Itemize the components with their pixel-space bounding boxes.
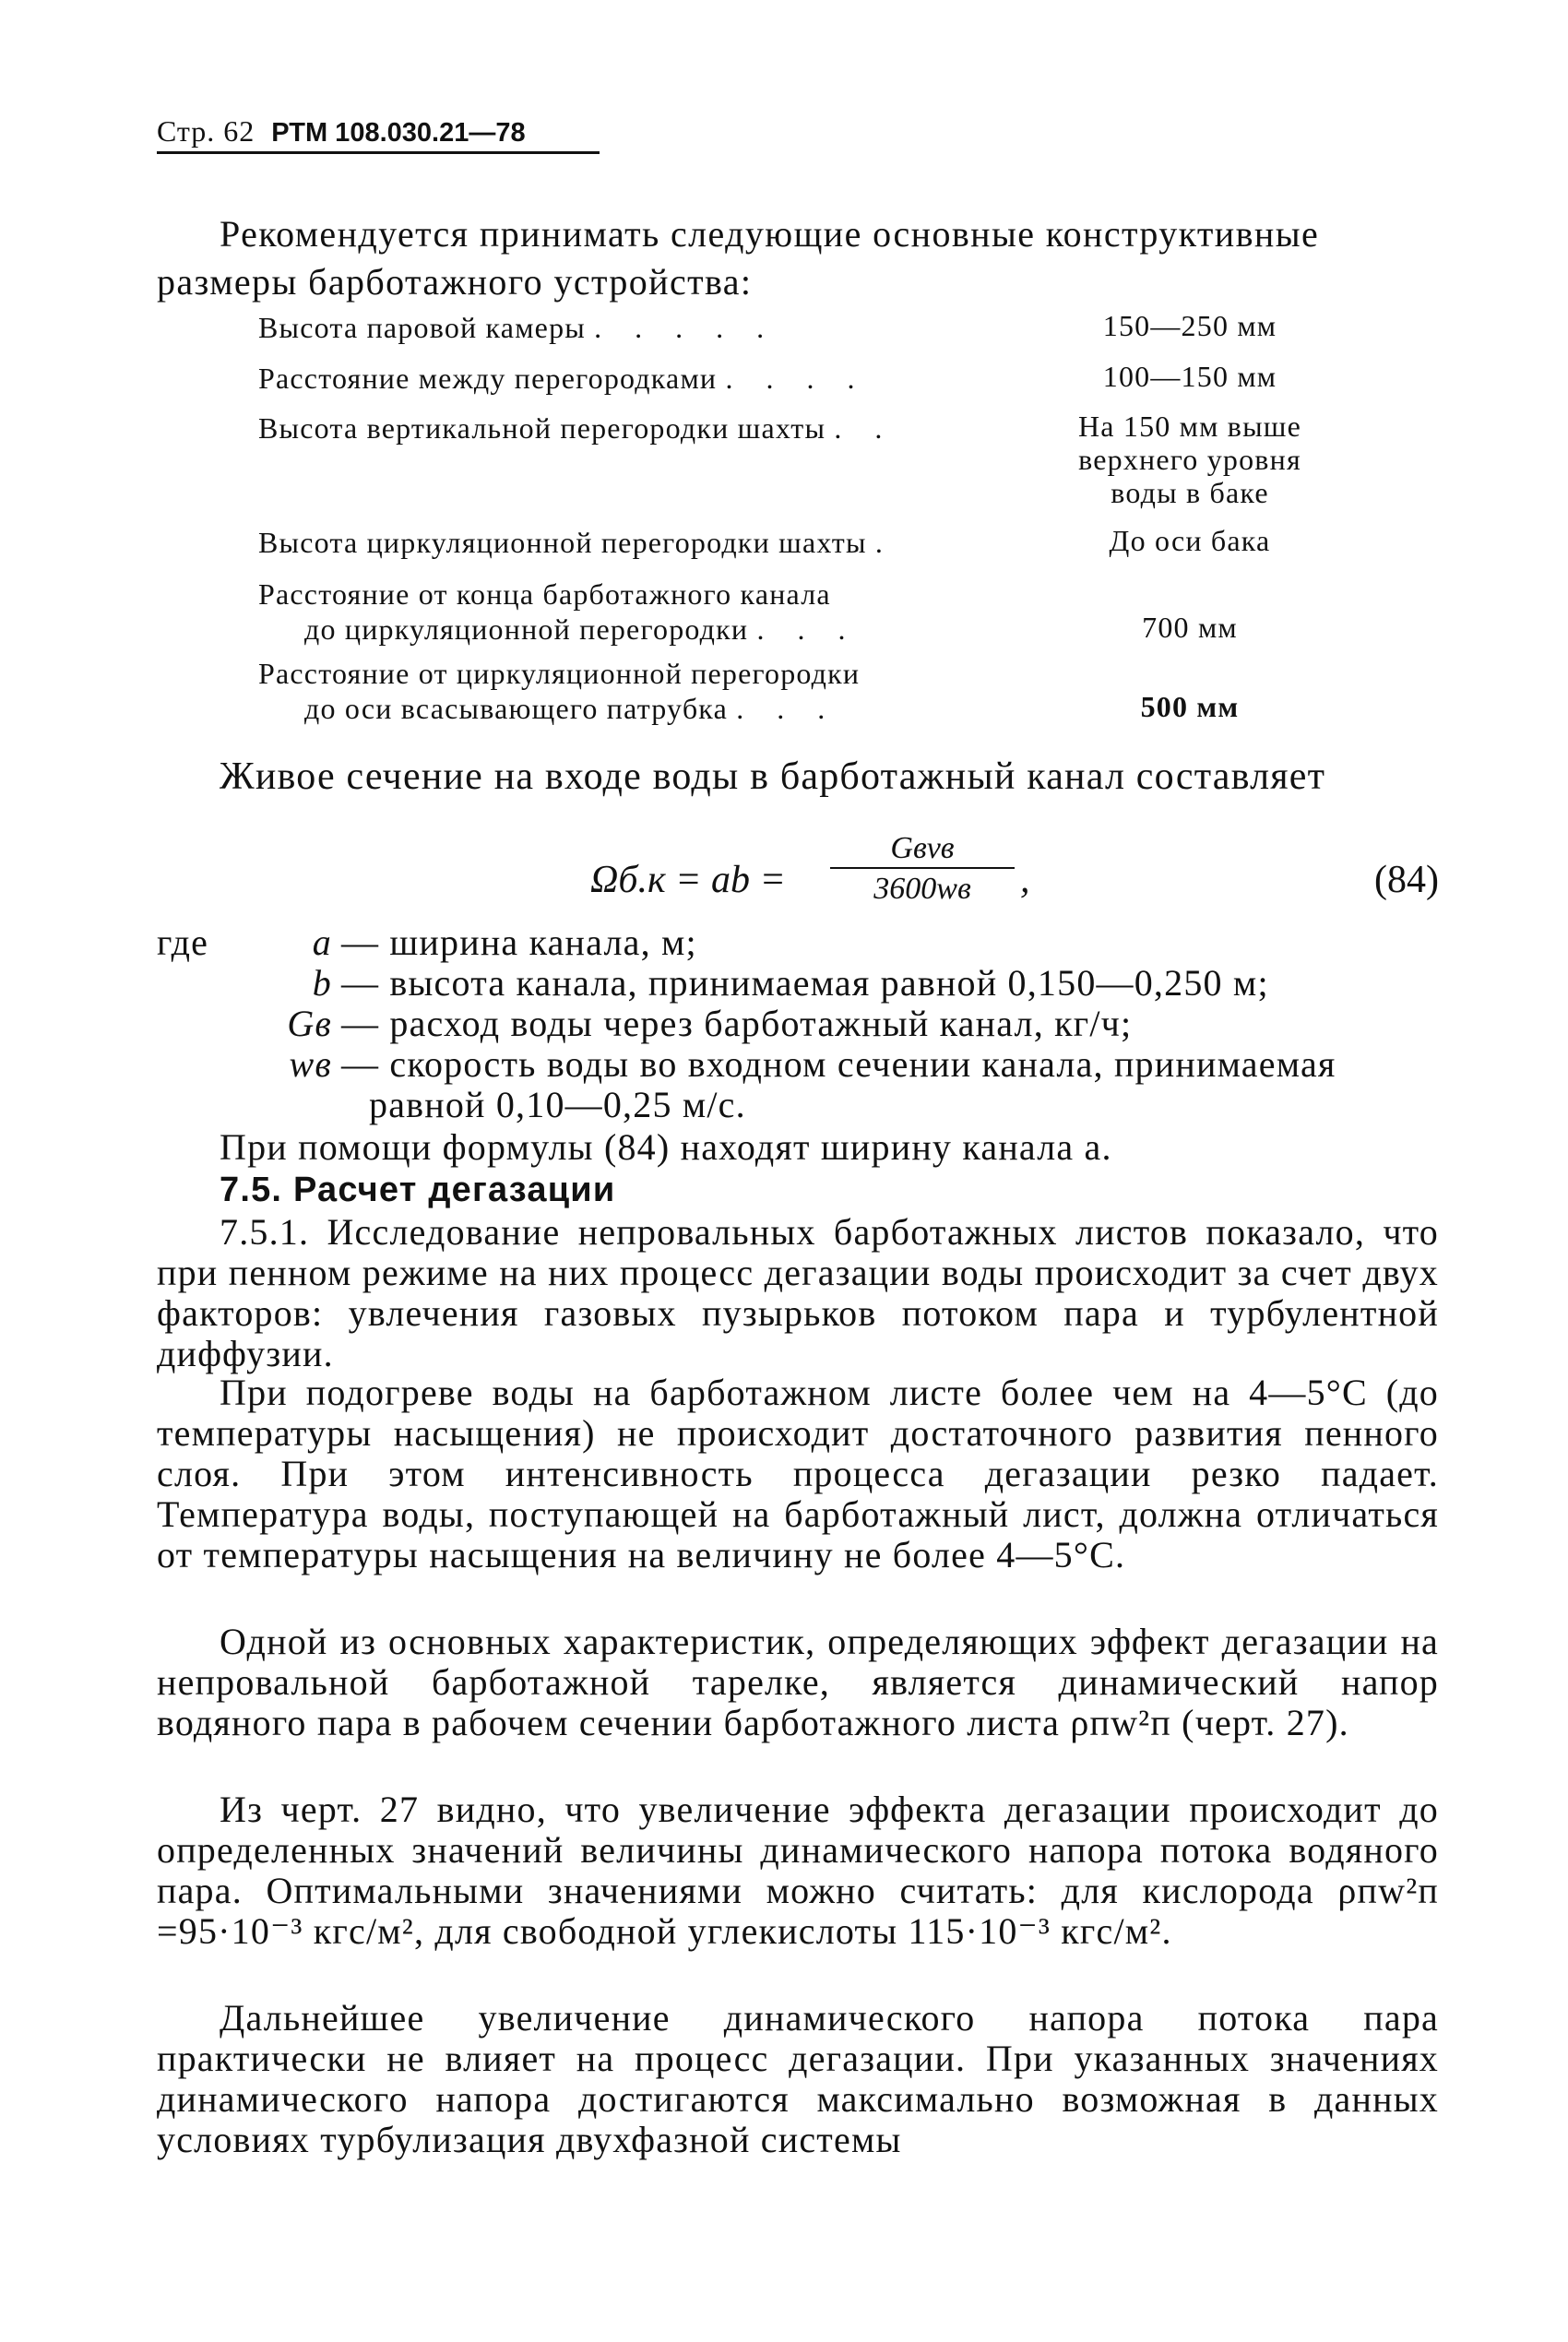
- formula-comma: ,: [1020, 859, 1030, 901]
- definitions-list: [157, 922, 1439, 1125]
- dimension-label: Высота вертикальной перегородки шахты: [258, 411, 826, 445]
- intro-paragraph: [157, 210, 1439, 306]
- leader-dots: . . . . .: [594, 311, 778, 344]
- leader-dots: . .: [834, 411, 896, 445]
- dimension-label: Высота циркуляционной перегородки шахты: [258, 526, 867, 559]
- intro-line-1: Рекомендуется принимать следующие основные конструктивные: [220, 213, 1320, 255]
- intro-line-2: размеры барботажного устройства:: [157, 261, 753, 303]
- dimension-label: до оси всасывающего патрубка: [304, 692, 728, 725]
- dimension-value: 150—250 мм: [1102, 309, 1277, 342]
- definition-symbol: wв: [289, 1043, 332, 1085]
- leader-dots: . . .: [756, 612, 859, 646]
- dimension-value: верхнего уровня: [1078, 443, 1301, 476]
- definition-text: — ширина канала, м;: [341, 921, 697, 963]
- definition-text: — высота канала, принимаемая равной 0,150—0,250 м;: [341, 962, 1269, 1004]
- dimension-label: Высота паровой камеры: [258, 311, 586, 344]
- formula-fraction: [830, 830, 1015, 909]
- leader-dots: . . . .: [725, 362, 868, 395]
- formula-number: (84): [1374, 859, 1439, 901]
- dimension-value: До оси бака: [1109, 524, 1271, 557]
- dimension-value: На 150 мм выше: [1077, 410, 1302, 443]
- definition-row: [157, 922, 1439, 963]
- dimension-value: 700 мм: [1142, 611, 1238, 644]
- definition-row: [157, 963, 1439, 1004]
- definition-symbol: Gв: [287, 1003, 332, 1044]
- definition-symbol: b: [312, 962, 332, 1004]
- definition-row: [157, 1044, 1439, 1085]
- formula-numerator: Gвvв: [830, 830, 1015, 869]
- dimension-value: 100—150 мм: [1102, 360, 1277, 393]
- dimension-label: Расстояние от циркуляционной перегородки: [258, 657, 861, 690]
- dimension-label: Расстояние от конца барботажного канала: [258, 577, 831, 611]
- formula-lhs: Ωб.к = ab =: [590, 859, 786, 901]
- paragraph-further-increase: Дальнейшее увеличение динамического напора потока пара практически не влияет на процесс дегазации. При указанных значениях динамического напора достигаются максимально возможная в данных условиях турбулизация двухфазной системы: [157, 1997, 1439, 2160]
- page-header: [157, 113, 600, 154]
- leader-dots: . . .: [736, 692, 838, 725]
- definition-text: — скорость воды во входном сечении канала, принимаемая: [341, 1043, 1336, 1085]
- definition-row: [157, 1004, 1439, 1044]
- live-section-paragraph: Живое сечение на входе воды в барботажный канал составляет: [220, 755, 1326, 798]
- definition-row: [157, 1085, 1439, 1125]
- paragraph-dynamic-head: Одной из основных характеристик, определяющих эффект дегазации на непровальной барботажной тарелке, является динамический напор водяного пара в рабочем сечении барботажного листа ρпw²п (черт. 27).: [157, 1621, 1439, 1743]
- dimension-value: воды в баке: [1111, 476, 1269, 509]
- dimension-label: до циркуляционной перегородки: [304, 612, 749, 646]
- formula-denominator: 3600wв: [873, 872, 971, 906]
- paragraph-heating: При подогреве воды на барботажном листе более чем на 4—5°С (до температуры насыщения) не происходит достаточного развития пенного слоя. При этом интенсивность процесса дегазации резко падает. Температура воды, поступающей на барботажный лист, должна отличаться от температуры насыщения на величину не более 4—5°С.: [157, 1372, 1439, 1575]
- leader-dots: .: [874, 526, 896, 559]
- where-label: где: [157, 921, 209, 963]
- paragraph-optimal-values: Из черт. 27 видно, что увеличение эффекта дегазации происходит до определенных значений величины динамического напора потока водяного пара. Оптимальными значениями можно считать: для кислорода ρпw²п =95·10⁻³ кгс/м², для свободной углекислоты 115·10⁻³ кгс/м².: [157, 1789, 1439, 1952]
- definition-symbol: a: [312, 921, 332, 963]
- section-heading: 7.5. Расчет дегазации: [220, 1171, 616, 1209]
- page-number: Стр. 62: [157, 114, 255, 148]
- definition-text: — расход воды через барботажный канал, кг/ч;: [341, 1003, 1133, 1044]
- formula-usage-paragraph: При помощи формулы (84) находят ширину канала a.: [220, 1126, 1112, 1168]
- definition-continuation: равной 0,10—0,25 м/с.: [369, 1084, 746, 1125]
- formula-84: [590, 830, 1439, 932]
- dimension-value: 500 мм: [1140, 690, 1240, 723]
- dimension-label: Расстояние между перегородками: [258, 362, 718, 395]
- document-code: РТМ 108.030.21—78: [271, 118, 526, 148]
- paragraph-7-5-1: 7.5.1. Исследование непровальных барботажных листов показало, что при пенном режиме на них процесс дегазации воды происходит за счет двух факторов: увлечения газовых пузырьков потоком пара и турбулентной диффузии.: [157, 1211, 1439, 1374]
